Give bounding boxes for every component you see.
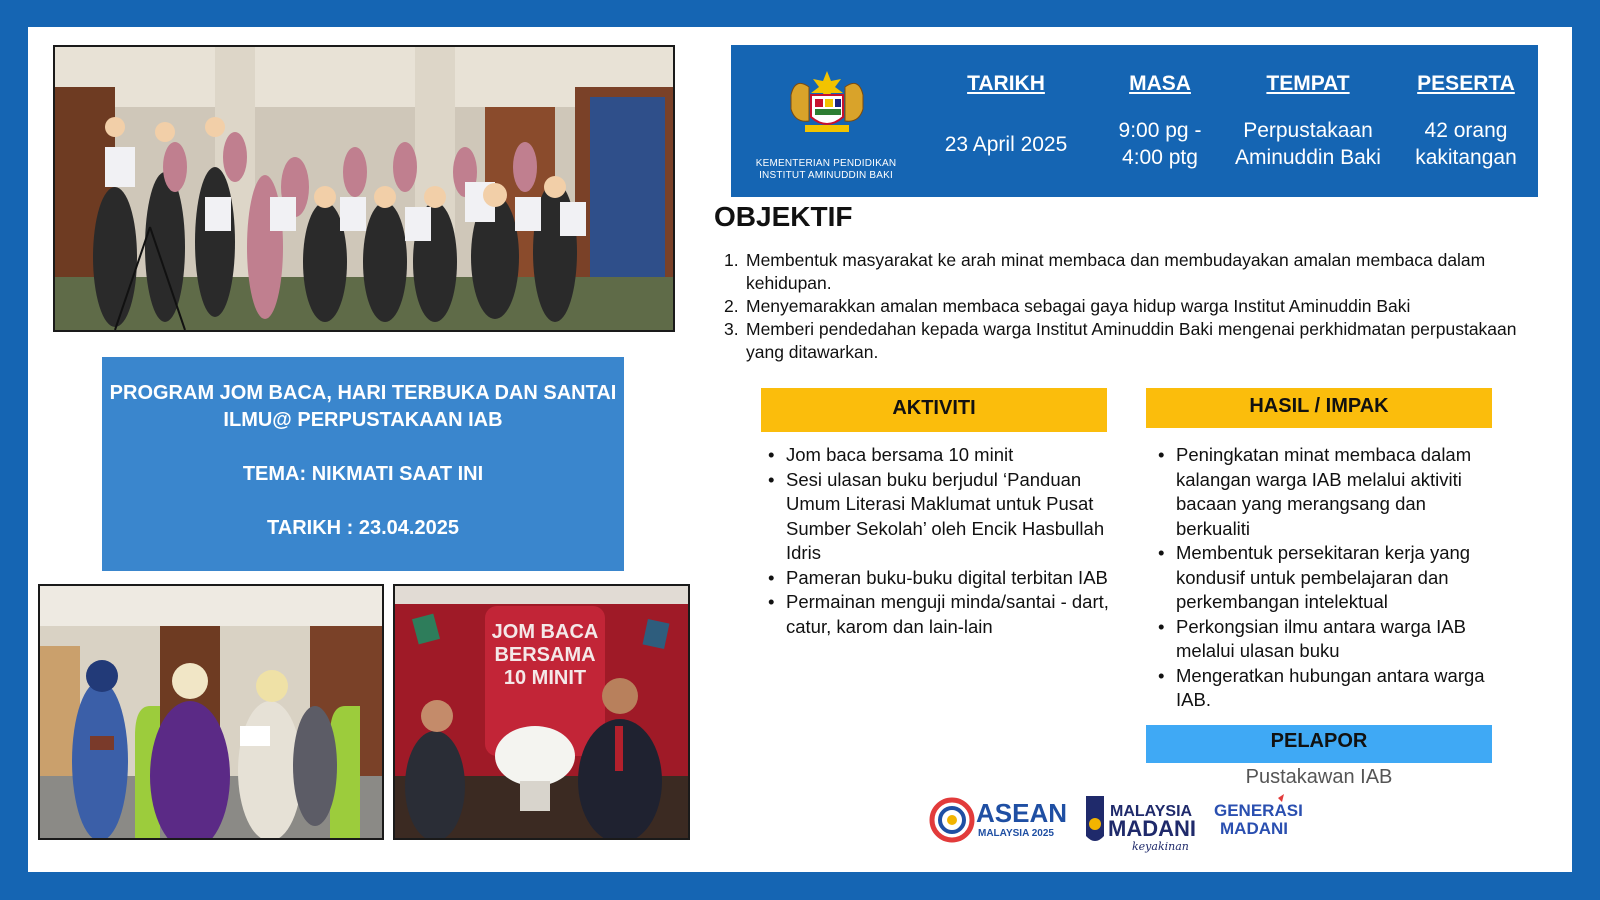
peserta-heading: PESERTA bbox=[1417, 72, 1515, 95]
aktiviti-item: • Sesi ulasan buku berjudul ‘Panduan Umum Literasi Maklumat untuk Pusat Sumber Sekolah’ oleh Encik Hasbullah Idris bbox=[764, 468, 1114, 566]
org-name-line1: KEMENTERIAN PENDIDIKAN bbox=[755, 158, 897, 169]
org-name-line2: INSTITUT AMINUDDIN BAKI bbox=[759, 170, 893, 181]
objektif-item bbox=[724, 249, 1524, 295]
aktiviti-item: • Jom baca bersama 10 minit bbox=[764, 443, 1114, 468]
tarikh-value: 23 April 2025 bbox=[944, 133, 1068, 156]
aktiviti-heading: AKTIVITI bbox=[761, 388, 1107, 432]
pelapor-heading: PELAPOR bbox=[1146, 725, 1492, 763]
generasi-line1: GENERASI bbox=[1214, 801, 1303, 820]
svg-text:10 MINIT: 10 MINIT bbox=[503, 667, 587, 689]
hasil-impak-item: • Peningkatan minat membaca dalam kalangan warga IAB melalui aktiviti bacaan yang merangsang dan berkualiti bbox=[1154, 443, 1504, 541]
hasil-impak-item: • Perkongsian ilmu antara warga IAB melalui ulasan buku bbox=[1154, 615, 1504, 664]
objektif-text: Memberi pendedahan kepada warga Institut Aminuddin Baki mengenai perkhidmatan perpustakaan yang ditawarkan. bbox=[746, 319, 1517, 362]
masa-column bbox=[1101, 71, 1219, 171]
generasi-madani-logo bbox=[1214, 794, 1303, 838]
malaysia-madani-logo bbox=[1086, 796, 1196, 853]
generasi-line2: MADANI bbox=[1220, 819, 1288, 838]
peserta-value-line2: kakitangan bbox=[1415, 146, 1517, 169]
tempat-column bbox=[1223, 71, 1393, 171]
tarikh-heading: TARIKH bbox=[967, 72, 1045, 95]
tempat-value-line2: Aminuddin Baki bbox=[1235, 146, 1381, 169]
objektif-number: 1. bbox=[724, 250, 739, 270]
tempat-heading: TEMPAT bbox=[1266, 72, 1350, 95]
svg-text:JOM BACA: JOM BACA bbox=[491, 621, 599, 643]
hasil-impak-heading: HASIL / IMPAK bbox=[1146, 388, 1492, 428]
madani-line1: MALAYSIA bbox=[1110, 803, 1193, 820]
peserta-value-line1: 42 orang bbox=[1424, 119, 1508, 142]
masa-heading: MASA bbox=[1129, 72, 1191, 95]
event-info-bar bbox=[731, 45, 1538, 197]
objektif-item bbox=[724, 295, 1524, 318]
program-theme: TEMA: NIKMATI SAAT INI bbox=[242, 463, 484, 485]
madani-tagline: keyakinan bbox=[1132, 840, 1189, 853]
masa-value-line2: 4:00 ptg bbox=[1122, 146, 1198, 169]
hasil-impak-item: • Mengeratkan hubungan antara warga IAB. bbox=[1154, 664, 1504, 713]
book-review-photo bbox=[393, 584, 690, 840]
peserta-column bbox=[1398, 71, 1534, 171]
program-info-box bbox=[102, 357, 624, 571]
group-photo bbox=[53, 45, 675, 332]
logo-strip bbox=[928, 790, 1324, 854]
asean-malaysia-2025-logo bbox=[932, 798, 1067, 840]
objektif-title: OBJEKTIF bbox=[714, 201, 853, 232]
hasil-impak-list bbox=[1154, 443, 1504, 713]
tempat-value-line1: Perpustakaan bbox=[1243, 119, 1373, 142]
svg-text:BERSAMA: BERSAMA bbox=[494, 644, 596, 666]
masa-value-line1: 9:00 pg - bbox=[1118, 119, 1202, 142]
jata-negara-crest-icon bbox=[781, 65, 873, 137]
objektif-number: 3. bbox=[724, 319, 739, 339]
aktiviti-item: • Permainan menguji minda/santai - dart, catur, karom dan lain-lain bbox=[764, 590, 1114, 639]
aktiviti-item: • Pameran buku-buku digital terbitan IAB bbox=[764, 566, 1114, 591]
objektif-text: Menyemarakkan amalan membaca sebagai gaya hidup warga Institut Aminuddin Baki bbox=[746, 296, 1411, 316]
pelapor-name: Pustakawan IAB bbox=[1245, 766, 1393, 788]
reading-session-photo bbox=[38, 584, 384, 840]
objektif-list bbox=[724, 249, 1524, 364]
objektif-number: 2. bbox=[724, 296, 739, 316]
program-title: PROGRAM JOM BACA, HARI TERBUKA DAN SANTAI ILMU@ PERPUSTAKAAN IAB bbox=[109, 382, 617, 431]
objektif-text: Membentuk masyarakat ke arah minat membaca dan membudayakan amalan membaca dalam kehidupan. bbox=[746, 250, 1486, 293]
asean-year: MALAYSIA 2025 bbox=[978, 828, 1054, 839]
hasil-impak-item: • Membentuk persekitaran kerja yang kondusif untuk pembelajaran dan perkembangan intelektual bbox=[1154, 541, 1504, 615]
program-date: TARIKH : 23.04.2025 bbox=[267, 517, 459, 539]
poster-card bbox=[28, 27, 1572, 872]
asean-wordmark: ASEAN bbox=[976, 798, 1068, 828]
aktiviti-list bbox=[764, 443, 1114, 639]
madani-line2: MADANI bbox=[1108, 816, 1196, 841]
objektif-item bbox=[724, 318, 1524, 364]
tarikh-column bbox=[931, 71, 1081, 158]
